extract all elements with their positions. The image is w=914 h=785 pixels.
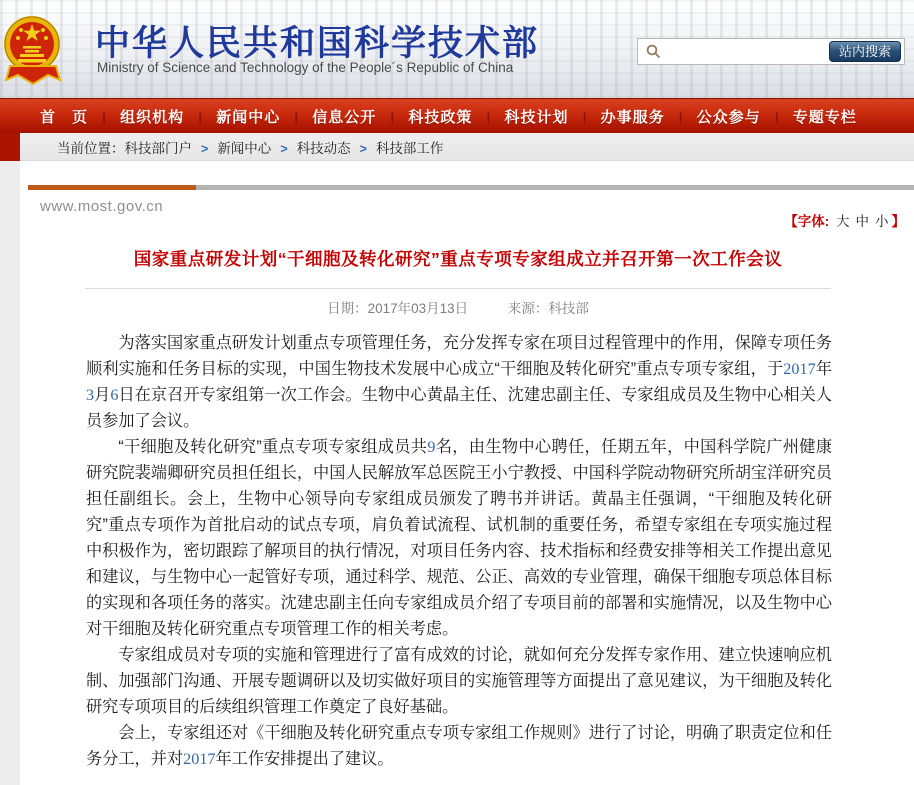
nav-item-1[interactable]: 组织机构 (120, 108, 185, 126)
site-header (0, 0, 914, 98)
rule-gray-segment (196, 185, 914, 190)
article-title: 国家重点研发计划“干细胞及转化研究”重点专项专家组成立并召开第一次工作会议 (133, 249, 783, 269)
font-ctrl-close: 】 (891, 214, 905, 229)
search-button[interactable]: 站内搜索 (829, 41, 901, 62)
font-ctrl-open: 【 (784, 214, 798, 229)
breadcrumb-item-2[interactable]: 科技动态 (296, 140, 351, 156)
article-paragraph (86, 642, 832, 720)
nav-item-7[interactable]: 公众参与 (696, 108, 761, 126)
nav-separator: | (678, 108, 683, 124)
site-search (637, 38, 905, 65)
article-paragraph (86, 434, 832, 642)
nav-item-0[interactable]: 首 页 (40, 108, 89, 126)
breadcrumb-item-1[interactable]: 新闻中心 (217, 140, 272, 156)
rule-orange-segment (28, 185, 196, 190)
paragraph-text: 为落实国家重点研发计划重点专项管理任务，充分发挥专家在项目过程管理中的作用，保障专项任务顺利实施和任务目标的实现，中国生物技术发展中心成立“干细胞及转化研究”重点专项专家组，于 (86, 334, 832, 378)
breadcrumb-separator: > (280, 141, 288, 156)
paragraph-text: 日在京召开专家组第一次工作会。生物中心黄晶主任、沈建忠副主任、专家组成员及生物中心相关人员参加了会议。 (86, 386, 832, 430)
title-divider (85, 288, 831, 289)
nav-separator: | (198, 108, 202, 124)
font-size-options (833, 214, 892, 229)
breadcrumb-separator: > (359, 141, 367, 156)
nav-separator: | (102, 108, 106, 124)
nav-item-3[interactable]: 信息公开 (312, 108, 377, 126)
article-source: 科技部 (548, 301, 589, 316)
breadcrumb (20, 133, 914, 161)
article-source-label: 来源： (507, 301, 549, 316)
breadcrumb-separator: > (201, 141, 209, 156)
nav-item-5[interactable]: 科技计划 (504, 108, 569, 126)
breadcrumb-trail (125, 137, 444, 157)
paragraph-text: 专家组成员对专项的实施和管理进行了富有成效的讨论，就如何充分发挥专家作用、建立快速响应机制、加强部门沟通、开展专题调研以及切实做好项目的实施管理等方面提出了意见建议，为干细胞及转化研究专项项目的后续组织管理工作奠定了良好基础。 (86, 646, 832, 716)
main-nav (0, 98, 914, 133)
breadcrumb-item-0[interactable]: 科技部门户 (124, 140, 192, 156)
breadcrumb-item-3[interactable]: 科技部工作 (375, 140, 444, 156)
font-ctrl-label: 字体: (797, 214, 830, 229)
section-rule (28, 185, 914, 190)
nav-separator: | (486, 108, 491, 124)
breadcrumb-red-block (0, 133, 20, 161)
paragraph-text: “干细胞及转化研究”重点专项专家组成员共 (118, 438, 428, 456)
article-date: 2017年03月13日 (367, 301, 469, 316)
search-icon (646, 44, 661, 59)
search-input[interactable] (667, 44, 829, 59)
paragraph-text: 年 (815, 360, 833, 378)
national-emblem-icon (2, 8, 64, 94)
inline-number: 6 (110, 386, 119, 404)
article-date-label: 日期： (327, 301, 368, 316)
article-paragraph (86, 720, 832, 772)
article-paragraph (86, 330, 832, 434)
inline-number: 3 (86, 386, 95, 404)
font-size-option-2[interactable]: 小 (875, 214, 889, 229)
nav-item-6[interactable]: 办事服务 (600, 108, 665, 126)
paragraph-text: 会上，专家组还对《干细胞及转化研究重点专项专家组工作规则》进行了讨论，明确了职责定位和任务分工，并对 (86, 724, 832, 768)
site-url: www.most.gov.cn (40, 198, 164, 215)
nav-separator: | (390, 108, 395, 124)
nav-item-2[interactable]: 新闻中心 (216, 108, 281, 126)
nav-item-8[interactable]: 专题专栏 (792, 108, 857, 126)
nav-separator: | (774, 108, 779, 124)
site-title: 中华人民共和国科学技术部 (95, 24, 540, 63)
breadcrumb-row (0, 133, 914, 161)
font-size-control (784, 210, 905, 230)
nav-separator: | (294, 108, 299, 124)
font-size-option-0[interactable]: 大 (836, 214, 850, 229)
paragraph-text: 名，由生物中心聘任，任期五年，中国科学院广州健康研究院裴端卿研究员担任组长，中国人民解放军总医院王小宁教授、中国科学院动物研究所胡宝洋研究员担任副组长。会上，生物中心领导向专家组成员颁发了聘书并讲话。黄晶主任强调，“干细胞及转化研究”重点专项作为首批启动的试点专项，肩负着试流程、试机制的重要任务，希望专家组在专项实施过程中积极作为，密切跟踪了解项目的执行情况，对项目任务内容、技术指标和经费安排等相关工作提出意见和建议，与生物中心一起管好专项，通过科学、规范、公正、高效的专业管理，确保干细胞专项总体目标的实现和各项任务的落实。沈建忠副主任向专家组成员介绍了专项目前的部署和实施情况，以及生物中心对干细胞及转化研究重点专项管理工作的相关考虑。 (86, 438, 833, 638)
article-body (86, 330, 832, 772)
font-size-option-1[interactable]: 中 (855, 214, 869, 229)
article-meta (85, 297, 831, 317)
inline-number: 2017 (183, 750, 216, 768)
nav-item-4[interactable]: 科技政策 (408, 108, 473, 126)
site-subtitle: Ministry of Science and Technology of the People´s Republic of China (97, 60, 514, 75)
left-rail (0, 161, 20, 785)
inline-number: 2017 (783, 360, 816, 378)
breadcrumb-label: 当前位置： (57, 140, 125, 156)
inline-number: 9 (427, 438, 436, 456)
paragraph-text: 年工作安排提出了建议。 (215, 750, 394, 768)
nav-separator: | (582, 108, 587, 124)
paragraph-text: 月 (94, 386, 111, 404)
